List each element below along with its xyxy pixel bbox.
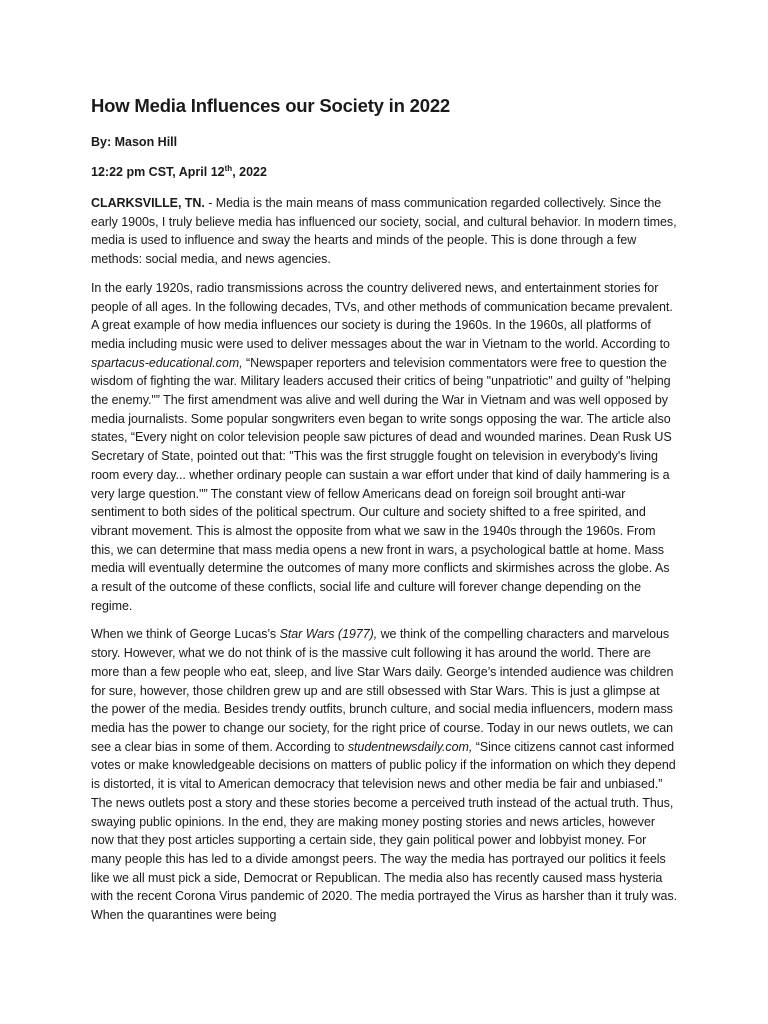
film-title: Star Wars (1977), — [279, 627, 378, 642]
paragraph-2 — [91, 279, 679, 616]
timestamp-main: 12:22 pm CST, April 12 — [91, 165, 225, 179]
source-citation: studentnewsdaily.com, — [347, 739, 473, 754]
timestamp — [91, 164, 679, 180]
byline: By: Mason Hill — [91, 135, 178, 149]
source-citation: spartacus-educational.com, — [91, 355, 243, 370]
timestamp-ordinal: th — [224, 163, 233, 173]
paragraph-3-text-c: “Since citizens cannot cast informed votes or make knowledgeable decisions on matters of public policy if the information on which they depend is distorted, it is vital to American democracy that television news and other media be fair and unbiased.” The news outlets post a story and these stories become a perceived truth instead of the actual truth. Thus, swaying public opinions. In the end, they are making money posting stories and news articles, however now that they post articles supporting a certain side, they gain political power and lobbyist money. For many people this has led to a divide amongst peers. The way the media has portrayed our politics it feels like we all must pick a side, Democrat or Republican. The media also has recently caused mass hysteria with the recent Corona Virus pandemic of 2020. The media portrayed the Virus as harsher than it truly was. When the quarantines were being — [91, 739, 677, 923]
paragraph-2-text-b: “Newspaper reporters and television commentators were free to question the wisdom of fighting the war. Military leaders accused their critics of being "unpatriotic" and guilty of "helping the enemy."” The first amendment was alive and well during the War in Vietnam and was well opposed by media journalists. Some popular songwriters even began to write songs opposing the war. The article also states, “Every night on color television people saw pictures of dead and wounded marines. Dean Rusk US Secretary of State, pointed out that: "This was the first struggle fought on television in everybody's living room every day... whether ordinary people can sustain a war effort under that kind of daily hammering is a very large question."” The constant view of fellow Americans dead on foreign soil brought anti-war sentiment to both sides of the political spectrum. Our culture and society shifted to a free spirited, and vibrant movement. This is almost the opposite from what we saw in the 1940s through the 1960s. From this, we can determine that mass media opens a new front in wars, a psychological battle at home. Mass media will eventually determine the outcomes of many more conflicts and skirmishes across the globe. As a result of the outcome of these conflicts, social life and culture will forever change depending on the regime. — [91, 355, 672, 613]
paragraph-1-text: - Media is the main means of mass communication regarded collectively. Since the early 1900s, I truly believe media has influenced our society, social, and cultural behavior. In modern times, media is used to influence and sway the hearts and minds of the people. This is done through a few methods: social media, and news agencies. — [91, 196, 677, 267]
paragraph-3 — [91, 625, 679, 924]
timestamp-year: , 2022 — [232, 165, 267, 179]
paragraph-3-text-b: we think of the compelling characters and marvelous story. However, what we do not think of is the massive cult following it has around the world. There are more than a few people who eat, sleep, and live Star Wars daily. George’s intended audience was children for sure, however, those children grew up and are still obsessed with Star Wars. This is just a glimpse at the power of the media. Besides trendy outfits, brunch culture, and social media influencers, modern mass media has the power to change our society, for the right price of course. Today in our news outlets, we can see a clear bias in some of them. According to — [91, 627, 674, 754]
paragraph-1 — [91, 194, 679, 269]
article — [91, 94, 679, 935]
dateline: CLARKSVILLE, TN. — [91, 196, 205, 210]
paragraph-2-text-a: In the early 1920s, radio transmissions across the country delivered news, and entertainment stories for people of all ages. In the following decades, TVs, and other methods of communication became prevalent. A great example of how media influences our society is during the 1960s. In the 1960s, all platforms of media including music were used to deliver messages about the war in Vietnam to the world. According to — [91, 280, 673, 351]
paragraph-3-text-a: When we think of George Lucas’s — [91, 627, 280, 642]
article-title: How Media Influences our Society in 2022 — [91, 95, 451, 116]
